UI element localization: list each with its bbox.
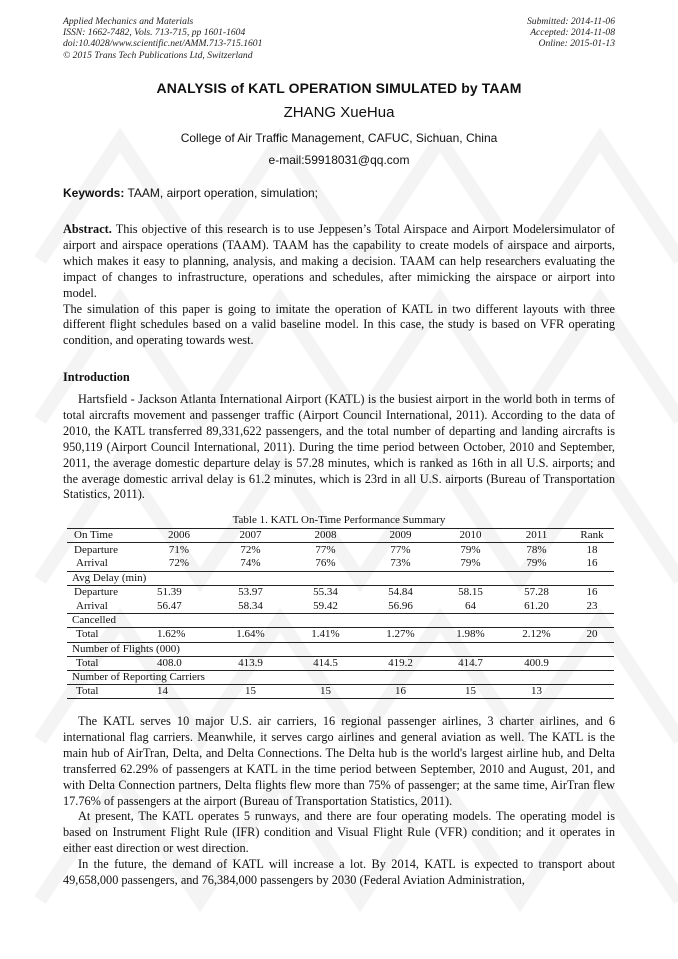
row-label: Departure: [74, 586, 118, 599]
table-cell: 20: [570, 628, 614, 642]
table-cell: 76%: [288, 557, 363, 571]
table-cell: 77%: [315, 543, 336, 556]
table-cell: 408.0: [145, 656, 213, 670]
performance-table: [67, 528, 614, 699]
keywords-text: TAAM, airport operation, simulation;: [124, 186, 318, 200]
table-cell: 414.5: [288, 656, 363, 670]
table-cell: 74%: [213, 557, 288, 571]
table-cell: 18: [586, 543, 598, 556]
table-cell: 15: [438, 685, 503, 699]
table-cell: 15: [288, 685, 363, 699]
body-section: [63, 714, 615, 889]
table-cell: 61.20: [503, 599, 570, 613]
table-cell: 55.34: [313, 586, 338, 599]
header-cell: 2009: [363, 529, 438, 543]
row-label: Total: [67, 656, 145, 670]
author-email: e-mail:59918031@qq.com: [268, 153, 410, 167]
table-cell: 14: [145, 685, 213, 699]
group-label: Number of Reporting Carriers: [67, 670, 614, 684]
table-cell: 78%: [526, 543, 547, 556]
table-cell: 79%: [503, 557, 570, 571]
table-cell: 53.97: [238, 586, 263, 599]
header-cell: Rank: [570, 529, 614, 543]
table-cell: 58.34: [213, 599, 288, 613]
table-cell: 79%: [438, 557, 503, 571]
abstract-label: Abstract.: [63, 222, 112, 236]
table-row: [67, 685, 614, 699]
table-cell: 64: [438, 599, 503, 613]
table-group-row: [67, 571, 614, 585]
keywords-line: [63, 186, 615, 200]
table-cell: 57.28: [524, 586, 549, 599]
group-label: Avg Delay (min): [67, 571, 614, 585]
intro-paragraph-1: Hartsfield - Jackson Atlanta International Airport (KATL) is the busiest airport in the world both in terms of total aircrafts movement and passenger traffic (Airport Council International, 2011). According to the data of 2010, the KATL transferred 89,331,622 passengers, and the total number of departing and landing aircrafts is 950,119 (Airport Council International, 2011). During the time period between October, 2010 and September, 2011, the average domestic departure delay is 57.28 minutes, which is ranked as 16th in all U.S. airports; and the average domestic arrival delay is 61.2 minutes, which is 23rd in all U.S. airports (Bureau of Transportation Statistics, 2011).: [63, 392, 615, 502]
table-row: [67, 557, 614, 571]
copyright-line: © 2015 Trans Tech Publications Ltd, Switzerland: [63, 49, 253, 61]
submitted-date: Submitted: 2014-11-06: [526, 16, 615, 27]
row-label: Arrival: [67, 557, 145, 571]
header-cell: 2008: [288, 529, 363, 543]
doi-line: doi:10.4028/www.scientific.net/AMM.713-715.1601: [63, 38, 263, 50]
table-cell: 414.7: [438, 656, 503, 670]
table-cell: 16: [586, 586, 598, 599]
introduction-heading: Introduction: [63, 370, 130, 384]
row-label: Total: [67, 628, 145, 642]
table-cell: 15: [213, 685, 288, 699]
publication-info: [63, 16, 262, 61]
body-paragraph-3: In the future, the demand of KATL will increase a lot. By 2014, KATL is expected to transport about 49,658,000 passengers, and 76,384,000 passengers by 2030 (Federal Aviation Administration,: [63, 857, 615, 888]
table-cell: 79%: [460, 543, 481, 556]
table-cell: 54.84: [388, 586, 413, 599]
introduction-section: [63, 392, 615, 503]
row-label: Arrival: [67, 599, 145, 613]
table-cell: 72%: [145, 557, 213, 571]
table-row: [67, 599, 614, 613]
table-cell: 419.2: [363, 656, 438, 670]
row-label: Departure: [74, 543, 118, 556]
body-paragraph-1: The KATL serves 10 major U.S. air carriers, 16 regional passenger airlines, 3 charter airlines, and 6 international flag carriers. Meanwhile, it serves cargo airlines and general aviation as well. The KATL is the main hub of AirTran, Delta, and Delta Connections. The Delta hub is the world's largest airline hub, and Delta transferred 62.29% of passengers at KATL in the time period between September, 2010 and August, 201, and with Delta Connection partners, Delta flights flew more than 75% of passenger; at the same time, AirTran flew 17.76% of passengers at the airport (Bureau of Transportation Statistics, 2011).: [63, 714, 615, 808]
table-header-row: [67, 529, 614, 543]
keywords-label: Keywords:: [63, 186, 125, 200]
row-label: Total: [67, 685, 145, 699]
table-cell: 51.39: [157, 586, 182, 599]
table-cell: 23: [570, 599, 614, 613]
abstract-paragraph-1: [63, 222, 615, 302]
header-cell: 2011: [503, 529, 570, 543]
table-cell: 58.15: [458, 586, 483, 599]
table-cell: 1.41%: [288, 628, 363, 642]
issn-line: ISSN: 1662-7482, Vols. 713-715, pp 1601-1604: [63, 27, 246, 39]
journal-name: Applied Mechanics and Materials: [63, 16, 194, 27]
header-cell: 2010: [438, 529, 503, 543]
table-cell: 1.64%: [213, 628, 288, 642]
table-row: [67, 543, 614, 557]
online-date: Online: 2015-01-13: [538, 38, 615, 50]
table-row: [67, 628, 614, 642]
table-row: [67, 656, 614, 670]
group-label: Number of Flights (000): [67, 642, 614, 656]
table-cell: 72%: [240, 543, 261, 556]
table-group-row: [67, 670, 614, 684]
affiliation: College of Air Traffic Management, CAFUC, Sichuan, China: [180, 131, 498, 145]
author-name: ZHANG XueHua: [283, 104, 395, 121]
table-cell: 1.27%: [363, 628, 438, 642]
table-cell: 71%: [168, 543, 190, 556]
table-cell: 400.9: [503, 656, 570, 670]
publication-dates: [527, 16, 615, 50]
table-cell: 2.12%: [503, 628, 570, 642]
table-cell: 16: [570, 557, 614, 571]
abstract-paragraph-2: The simulation of this paper is going to imitate the operation of KATL in two different layouts with three different flight schedules based on a valid baseline model. In this case, the study is based on VFR operating condition, and operating towards west.: [63, 301, 615, 348]
table-cell: 77%: [390, 543, 411, 556]
header-cell: 2007: [213, 529, 288, 543]
table-cell: 56.47: [145, 599, 213, 613]
table-cell: 59.42: [288, 599, 363, 613]
table-row: [67, 585, 614, 599]
accepted-date: Accepted: 2014-11-08: [530, 27, 615, 39]
body-paragraph-2: At present, The KATL operates 5 runways, and there are four operating models. The operating model is based on Instrument Flight Rule (IFR) condition and Visual Flight Rule (VFR) condition; and it operates in either east direction or west direction.: [63, 809, 615, 856]
abstract-text-1: This objective of this research is to use Jeppesen’s Total Airspace and Airport Modelersimulator of airport and airspace operations (TAAM). TAAM has the capability to create models of airspace and airports, which makes it easy to planning, analysis, and making a decision. TAAM can help researchers evaluating the impact of changes to infrastructure, operations and schedules, after mimicking the airspace or airport into model.: [63, 222, 615, 300]
header-cell: On Time: [67, 529, 145, 543]
group-label: Cancelled: [67, 614, 614, 628]
table-cell: 73%: [363, 557, 438, 571]
table-cell: 13: [503, 685, 570, 699]
table-group-row: [67, 642, 614, 656]
paper-title: ANALYSIS of KATL OPERATION SIMULATED by TAAM: [156, 80, 522, 96]
table-cell: 56.96: [363, 599, 438, 613]
table-cell: [570, 685, 614, 699]
header-cell: 2006: [145, 529, 213, 543]
table-cell: 1.98%: [438, 628, 503, 642]
table-caption: Table 1. KATL On-Time Performance Summary: [232, 514, 446, 526]
table-cell: [570, 656, 614, 670]
table-cell: 413.9: [213, 656, 288, 670]
table-cell: 1.62%: [145, 628, 213, 642]
table-cell: 16: [363, 685, 438, 699]
abstract-section: [63, 222, 615, 349]
table-group-row: [67, 614, 614, 628]
